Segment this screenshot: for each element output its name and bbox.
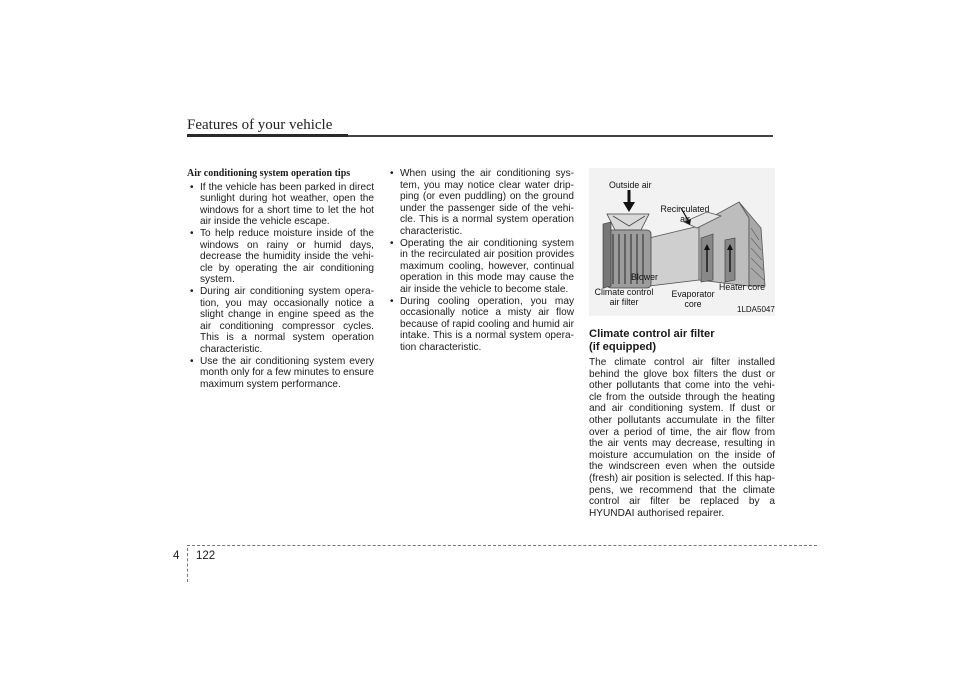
- tips-list: [187, 182, 374, 391]
- tips-list-continued: [387, 168, 574, 354]
- list-item: • If the vehicle has been parked in direct sunlight during hot weather, open the windows for a short time to let the hot air inside the vehicle escape.: [187, 182, 374, 228]
- header-rule-accent: [187, 134, 348, 137]
- air-filter-paragraph: The climate control air filter installed behind the glove box filters the dust or other pollutants that come into the vehi-cle from the outside through the heating and air conditioning system. If dust or other pollutants accumulate in the filter over a period of time, the air flow from the air vents may decrease, resulting in moisture accumulation on the inside of the windscreen even when the outside (fresh) air position is selected. If this hap-pens, we recommend that the climate control air filter be replaced by a HYUNDAI authorised repairer.: [589, 357, 775, 519]
- label-recirculated-air: [655, 205, 715, 224]
- label-recirculated-line1: Recirculated: [660, 204, 710, 214]
- footer-divider: [187, 548, 188, 582]
- label-blower: Blower: [631, 272, 658, 282]
- section-heading-air-filter: [589, 328, 775, 353]
- list-item: • Operating the air conditioning system in the recirculated air position provides maximum cooling, however, continual operation in this mode may cause the air inside the vehicle to become stale.: [387, 238, 574, 296]
- footer-rule: [187, 545, 817, 546]
- label-filter-line1: Climate control: [594, 287, 654, 297]
- label-heater-core: Heater core: [719, 282, 765, 292]
- label-climate-control-filter: [589, 288, 659, 307]
- list-item: • Use the air conditioning system every month only for a few minutes to ensure maximum system performance.: [187, 356, 374, 391]
- label-recirculated-line2: air: [680, 213, 690, 224]
- section-heading: Air conditioning system operation tips: [187, 168, 351, 179]
- hvac-airflow-diagram: [589, 168, 775, 316]
- list-item: • During cooling operation, you may occasionally notice a misty air flow because of rapid cooling and humid air intake. This is a normal system opera-tion characteristic.: [387, 296, 574, 354]
- page-number: 122: [196, 550, 216, 562]
- chapter-number: 4: [173, 550, 180, 562]
- left-column: [187, 168, 374, 390]
- label-evaporator-line2: core: [684, 298, 702, 309]
- list-item: • When using the air conditioning sys-tem, you may notice clear water drip-ping (or even puddling) on the ground under the passenger side of the vehi-cle. This is a normal system operation characteristic.: [387, 168, 574, 238]
- list-item: • During air conditioning system opera-tion, you may occasionally notice a slight change in engine speed as the air conditioning compressor cycles. This is a normal system operation characteristic.: [187, 286, 374, 356]
- label-evaporator-core: [665, 290, 721, 309]
- right-column: [589, 168, 775, 519]
- middle-column: [387, 168, 574, 354]
- header-rule: [348, 135, 773, 137]
- heading-line1: Climate control air filter: [589, 328, 715, 340]
- label-outside-air: Outside air: [609, 180, 652, 190]
- heading-line2: (if equipped): [589, 340, 657, 353]
- figure-code: 1LDA5047: [737, 305, 775, 314]
- label-filter-line2: air filter: [609, 296, 639, 307]
- list-item: • To help reduce moisture inside of the windows on rainy or humid days, decrease the humidity inside the vehi-cle by operating the air conditioning system.: [187, 228, 374, 286]
- page-header-title: Features of your vehicle: [187, 117, 333, 133]
- label-evaporator-line1: Evaporator: [671, 289, 715, 299]
